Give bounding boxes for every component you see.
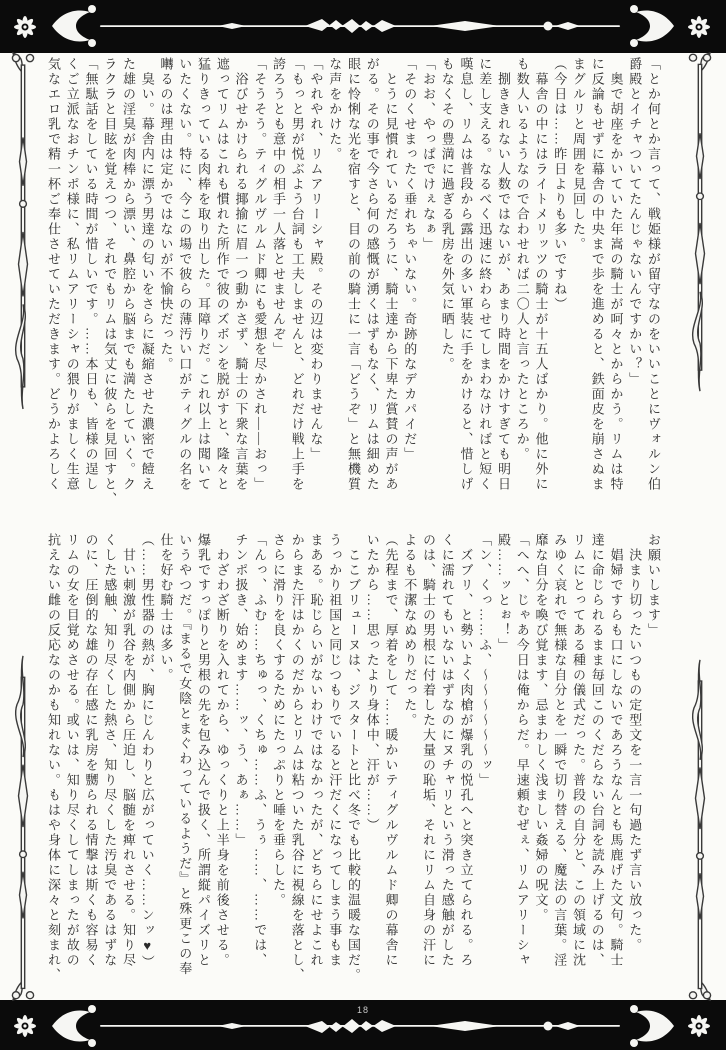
spear-ornament-right-top-icon (687, 51, 713, 395)
text-line: 靡な自分を喚び覚ます、忌まわしく浅ましい姦婦の呪文。 (533, 533, 549, 923)
text-line: 「そのくせまったく垂れちゃいない。奇跡的なデカパイだ」 (402, 57, 418, 462)
text-line: 「ン、くっ……ふ、〜〜〜〜〜〜ッ」 (477, 533, 493, 788)
text-line: くした感触、知り尽くした熱さ、知り尽くした汚臭であるはずな (102, 533, 118, 968)
text-line: 「やれやれ、リムアリーシャ殿。その辺は変わりませんな」 (308, 57, 324, 462)
text-line: 「おお、やっぱでけぇなぁ」 (421, 57, 436, 252)
text-line: 決まり切ったいつもの定型文を一言一句過たず言い放った。 (627, 548, 643, 953)
spear-ornament-left-bottom-icon (10, 652, 36, 1002)
text-line: チンポ扱き、始めます……ッ、う、あぁ……」 (233, 533, 249, 848)
text-line: 爆乳ですっぽりと男根の先を包み込んで扱く、所謂縦パイズリと (196, 533, 211, 968)
text-line: リムの女を目覚めさせる。或いは、知り尽くしてしまったが故の (64, 533, 80, 968)
text-line: に差し支える。なるべく迅速に終わらせてしまわなければと短く (477, 57, 493, 492)
top-border (0, 0, 726, 53)
text-line: ここブリューヌは、ジスタートと比べ冬でも比較的温暖な国だ。 (346, 548, 361, 983)
text-line: 殿……ッとぉ！」 (496, 533, 511, 653)
text-line: よるも不潔なぬめりだった。 (402, 533, 418, 728)
text-line: 臭い。幕舎内に漂う男達の匂いをさらに凝縮させた濃密で饐え (139, 72, 155, 492)
text-line: 気なエロ乳で精一杯ご奉仕させていただきます。どうかよろしく (46, 57, 61, 492)
text-line: まある。恥じらいがないわけではなかったが、どちらにせよこれ (308, 533, 324, 968)
text-line: 「へへ、じゃあ今日は俺からだ。早速頼むぜぇ、リムアリーシャ (514, 533, 530, 968)
text-line: 眼に怜悧な光を宿すと、目の前の騎士に一言「どうぞ」と無機質 (346, 57, 361, 492)
text-line: もなくその豊満に過ぎる乳房を外気に晒した。 (439, 57, 455, 372)
text-line: がる。その事で今さら何の感慨が湧くはずもなく、リムは細めた (364, 57, 380, 492)
text-line: とうに見慣れているだろうに、騎士達から下卑た賞賛の声があ (383, 72, 399, 492)
text-line: 捌ききれない人数ではないが、あまり時間をかけすぎても明日 (496, 72, 511, 492)
text-line: 遮ってリムはこれも慣れた所作で彼のズボンを脱がすと、隆々と (214, 57, 230, 492)
text-line: くに濡れてもいないはずなのにヌチャリという滑った感触がした (439, 533, 455, 968)
text-line: のに、圧倒的な雄の存在感に乳房を嬲られる情撃は斯くも容易く (83, 533, 99, 968)
text-line: な声をかけた。 (327, 57, 343, 162)
text-line: 抗えない雌の反応なのかも知れない。もはや身体に深々と刻まれ、 (46, 533, 61, 983)
text-line: くご立派なおチンポ様に、私リムアリーシャの猥りがましく生意 (64, 57, 80, 492)
text-line: （……男性器の熱が、胸にじんわりと広がっていく……ンッ♥） (139, 533, 155, 970)
text-line: いたくない。特に、今この場で彼らの薄汚い口がティグルの名を (177, 57, 193, 492)
text-line: みゆく哀れで無様な自分とを一瞬で切り替える、魔法の言葉。淫 (552, 533, 568, 968)
text-line: さらに滑りを良くするためにたっぷりと唾を垂らした。 (271, 533, 286, 908)
text-line: 達に命じられるまま毎回このくだらない台詞を読み上げるのは、 (589, 533, 605, 968)
top-border-ornament-icon (0, 0, 726, 53)
text-line: 甘い刺激が乳谷を内側から圧迫し、脳髄を痺れさせる。知り尽 (121, 548, 136, 968)
text-line: まグルリと周囲を見回した。 (571, 57, 586, 252)
text-line: うっかり祖国と同じつもりでいると汗だくになってしまう事もま (327, 533, 343, 968)
text-line: ズブリ、と勢いよく肉槍が爆乳の悦孔へと突き立てられる。ろ (458, 548, 474, 968)
text-line: 嘆息し、リムは普段から露出の多い軍装に手をかけると、惜しげ (458, 57, 474, 492)
text-line: 仕を好む騎士は多い。 (158, 533, 174, 683)
text-line: に反論もせずに幕舎の中央まで歩を進めると、鉄面皮を崩さぬま (589, 57, 605, 492)
text-line: 「もっと男が悦ぶよう台詞も工夫しませんと、どれだけ戦上手を (289, 57, 305, 492)
text-line: リムにとってある種の儀式だった。普段の自分と、この領域に沈 (571, 533, 586, 968)
spear-ornament-right-bottom-icon (687, 656, 713, 1002)
text-line: お願いします」 (646, 533, 661, 638)
text-line: 誇ろうとも意中の相手一人落とせませんぞ」 (271, 57, 286, 357)
text-line: 「とか何とか言って、戦姫様が留守なのをいいことにヴォルン伯 (646, 57, 661, 492)
text-line: 奥で胡座をかいていた年嵩の騎士が呵々とからかう。リムは特 (608, 72, 624, 492)
text-line: わざわざ断りを入れてから、ゆっくりと上半身を前後させる。 (214, 548, 230, 968)
text-line: 囀るのは理由は定かではないが不愉快だった。 (158, 57, 174, 372)
text-line: （今日は……昨日よりも多いですね） (552, 57, 568, 312)
text-line: 娼婦ですらも口にしないであろうなんとも馬鹿げた文句。騎士 (608, 548, 624, 968)
text-line: 幕舎の中にはライトメリッツの騎士が十五人ばかり。他に外に (533, 72, 549, 492)
text-line: 「無駄話をしている時間が惜しいです。……本日も、皆様の逞し (83, 57, 99, 492)
text-line: 「そうそう。ティグルヴルムド卿にも愛想を尽かされ――おっ」 (252, 57, 268, 492)
text-line: ラクラと目眩を覚えつつ、それでもリムは気丈に彼らを見回すと、 (102, 57, 118, 507)
text-line: いたから……思ったより身体中、汗が……） (364, 533, 380, 833)
text-band-bottom (40, 533, 662, 1001)
text-line: （先程まで、厚着をして……暖かいティグルヴルムド卿の幕舎に (383, 533, 399, 968)
text-band-top (40, 57, 662, 511)
text-line: 浴びせかけられる揶揄に眉一つ動かさず、騎士の下衆な言葉を (233, 72, 249, 492)
text-line: のは、騎士の男根に付着した大量の恥垢、それにリム自身の汗に (421, 533, 436, 968)
text-line: いうやつだ。『まるで女陰とまぐわっているようだ』と殊更この奉 (177, 533, 193, 977)
text-line: 爵殿とイチャついてたんじゃないんですかい？」 (627, 57, 643, 387)
text-line: からまた汗はかくのだからとリムは粘ついた乳谷に視線を落とし、 (289, 533, 305, 983)
spear-ornament-left-top-icon (10, 51, 36, 413)
page-number: 18 (356, 1005, 369, 1015)
text-line: 猛りきっている肉棒を取り出した。耳障りだ。これ以上は聞いて (196, 57, 211, 492)
text-line: た雄の淫臭が肉棒から漂い、鼻腔から脳までも満たしていく。ク (121, 57, 136, 492)
text-line: も数人いるようなので合わせれば二〇人と言ったところか。 (514, 57, 530, 462)
text-line: 「んっ、ふむ……ちゅっ、くちゅ……ふ、うぅ……、……では、 (252, 533, 268, 968)
